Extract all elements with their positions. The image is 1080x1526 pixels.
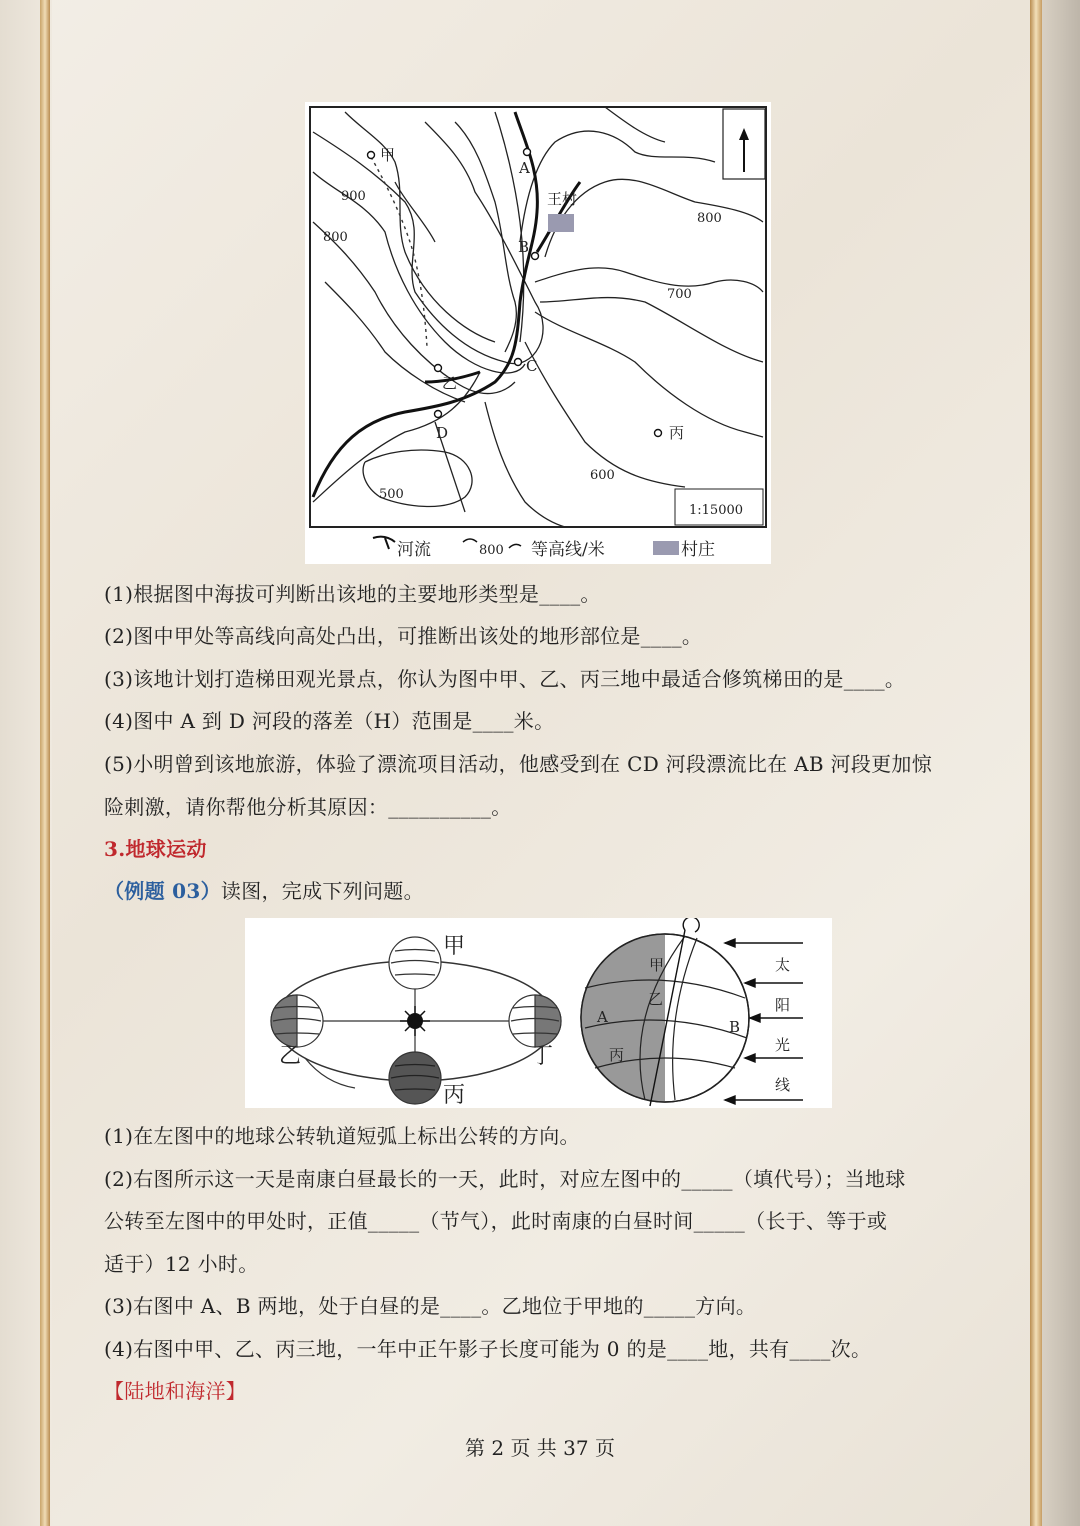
map-label-jia: 甲 bbox=[380, 146, 396, 164]
left-gold-rail bbox=[40, 0, 50, 1526]
question-1-3: (3)该地计划打造梯田观光景点，你认为图中甲、乙、丙三地中最适合修筑梯田的是____。 bbox=[104, 667, 906, 691]
orbit-label-yi: 乙 bbox=[279, 1044, 302, 1069]
map-label-yi: 乙 bbox=[442, 374, 458, 392]
example-tag: （例题 03） bbox=[104, 879, 221, 903]
legend-contour-value: 800 bbox=[479, 543, 504, 558]
earth-motion-diagrams bbox=[245, 918, 832, 1108]
orbit-label-ding: 丁 bbox=[531, 1044, 554, 1069]
question-1-5-cont: 险刺激，请你帮他分析其原因：__________。 bbox=[104, 795, 512, 819]
question-1-5: (5)小明曾到该地旅游，体验了漂流项目活动，他感受到在 CD 河段漂流比在 AB 河段更加惊 bbox=[104, 752, 933, 776]
question-1-1: (1)根据图中海拔可判断出该地的主要地形类型是____。 bbox=[104, 582, 601, 606]
map-label-D: D bbox=[436, 424, 449, 442]
map-label-village: 王村 bbox=[547, 190, 578, 208]
sunlight-char-2: 阳 bbox=[775, 996, 791, 1014]
contour-label-500: 500 bbox=[379, 487, 404, 502]
map-label-B: B bbox=[518, 238, 530, 256]
orbit-label-bing: 丙 bbox=[443, 1083, 466, 1108]
map-label-bing: 丙 bbox=[669, 424, 685, 442]
question-2-2-cont-a: 公转至左图中的甲处时，正值_____（节气），此时南康的白昼时间_____（长于、等于或 bbox=[104, 1209, 888, 1233]
question-2-2-cont-b: 适于）12 小时。 bbox=[104, 1252, 259, 1276]
question-1-4: (4)图中 A 到 D 河段的落差（H）范围是____米。 bbox=[104, 709, 555, 733]
right-edge bbox=[1042, 0, 1080, 1526]
map-label-A: A bbox=[519, 159, 530, 177]
legend-village: 村庄 bbox=[681, 540, 715, 560]
question-2-2: (2)右图所示这一天是南康白昼最长的一天，此时，对应左图中的_____（填代号）；当地球 bbox=[104, 1167, 906, 1191]
section-heading-land-ocean: 【陆地和海洋】 bbox=[104, 1379, 247, 1403]
contour-label-900: 900 bbox=[341, 189, 366, 204]
page-number: 第 2 页 共 37 页 bbox=[465, 1436, 615, 1460]
globe-label-B: B bbox=[729, 1018, 741, 1036]
legend-river: 河流 bbox=[397, 540, 431, 560]
question-2-4: (4)右图中甲、乙、丙三地，一年中正午影子长度可能为 0 的是____地，共有____次。 bbox=[104, 1337, 872, 1361]
contour-label-800-east: 800 bbox=[697, 211, 722, 226]
globe-label-A: A bbox=[597, 1008, 608, 1026]
question-1-2: (2)图中甲处等高线向高处凸出，可推断出该处的地形部位是____。 bbox=[104, 624, 703, 648]
topographic-map bbox=[305, 102, 771, 564]
sunlight-char-1: 太 bbox=[775, 956, 791, 974]
globe-label-jia: 甲 bbox=[649, 956, 665, 974]
example-line bbox=[104, 877, 424, 905]
question-2-1: (1)在左图中的地球公转轨道短弧上标出公转的方向。 bbox=[104, 1124, 580, 1148]
earth-motion-figure bbox=[245, 918, 832, 1108]
topographic-map-figure bbox=[305, 102, 771, 564]
sunlight-char-3: 光 bbox=[775, 1036, 791, 1054]
contour-label-600: 600 bbox=[590, 468, 615, 483]
question-2-3: (3)右图中 A、B 两地，处于白昼的是____。乙地位于甲地的_____方向。 bbox=[104, 1294, 757, 1318]
section-heading-earth-motion: 3.地球运动 bbox=[104, 837, 207, 861]
map-label-C: C bbox=[526, 357, 538, 375]
globe-label-yi: 乙 bbox=[648, 990, 664, 1008]
legend-contour: 等高线/米 bbox=[531, 540, 605, 560]
orbit-label-jia: 甲 bbox=[443, 934, 466, 959]
contour-label-700: 700 bbox=[667, 287, 692, 302]
right-gold-rail bbox=[1030, 0, 1042, 1526]
globe-label-bing: 丙 bbox=[609, 1046, 625, 1064]
map-scale: 1:15000 bbox=[689, 503, 744, 518]
sunlight-char-4: 线 bbox=[775, 1076, 791, 1094]
contour-label-800-west: 800 bbox=[323, 230, 348, 245]
example-text: 读图，完成下列问题。 bbox=[220, 879, 424, 903]
